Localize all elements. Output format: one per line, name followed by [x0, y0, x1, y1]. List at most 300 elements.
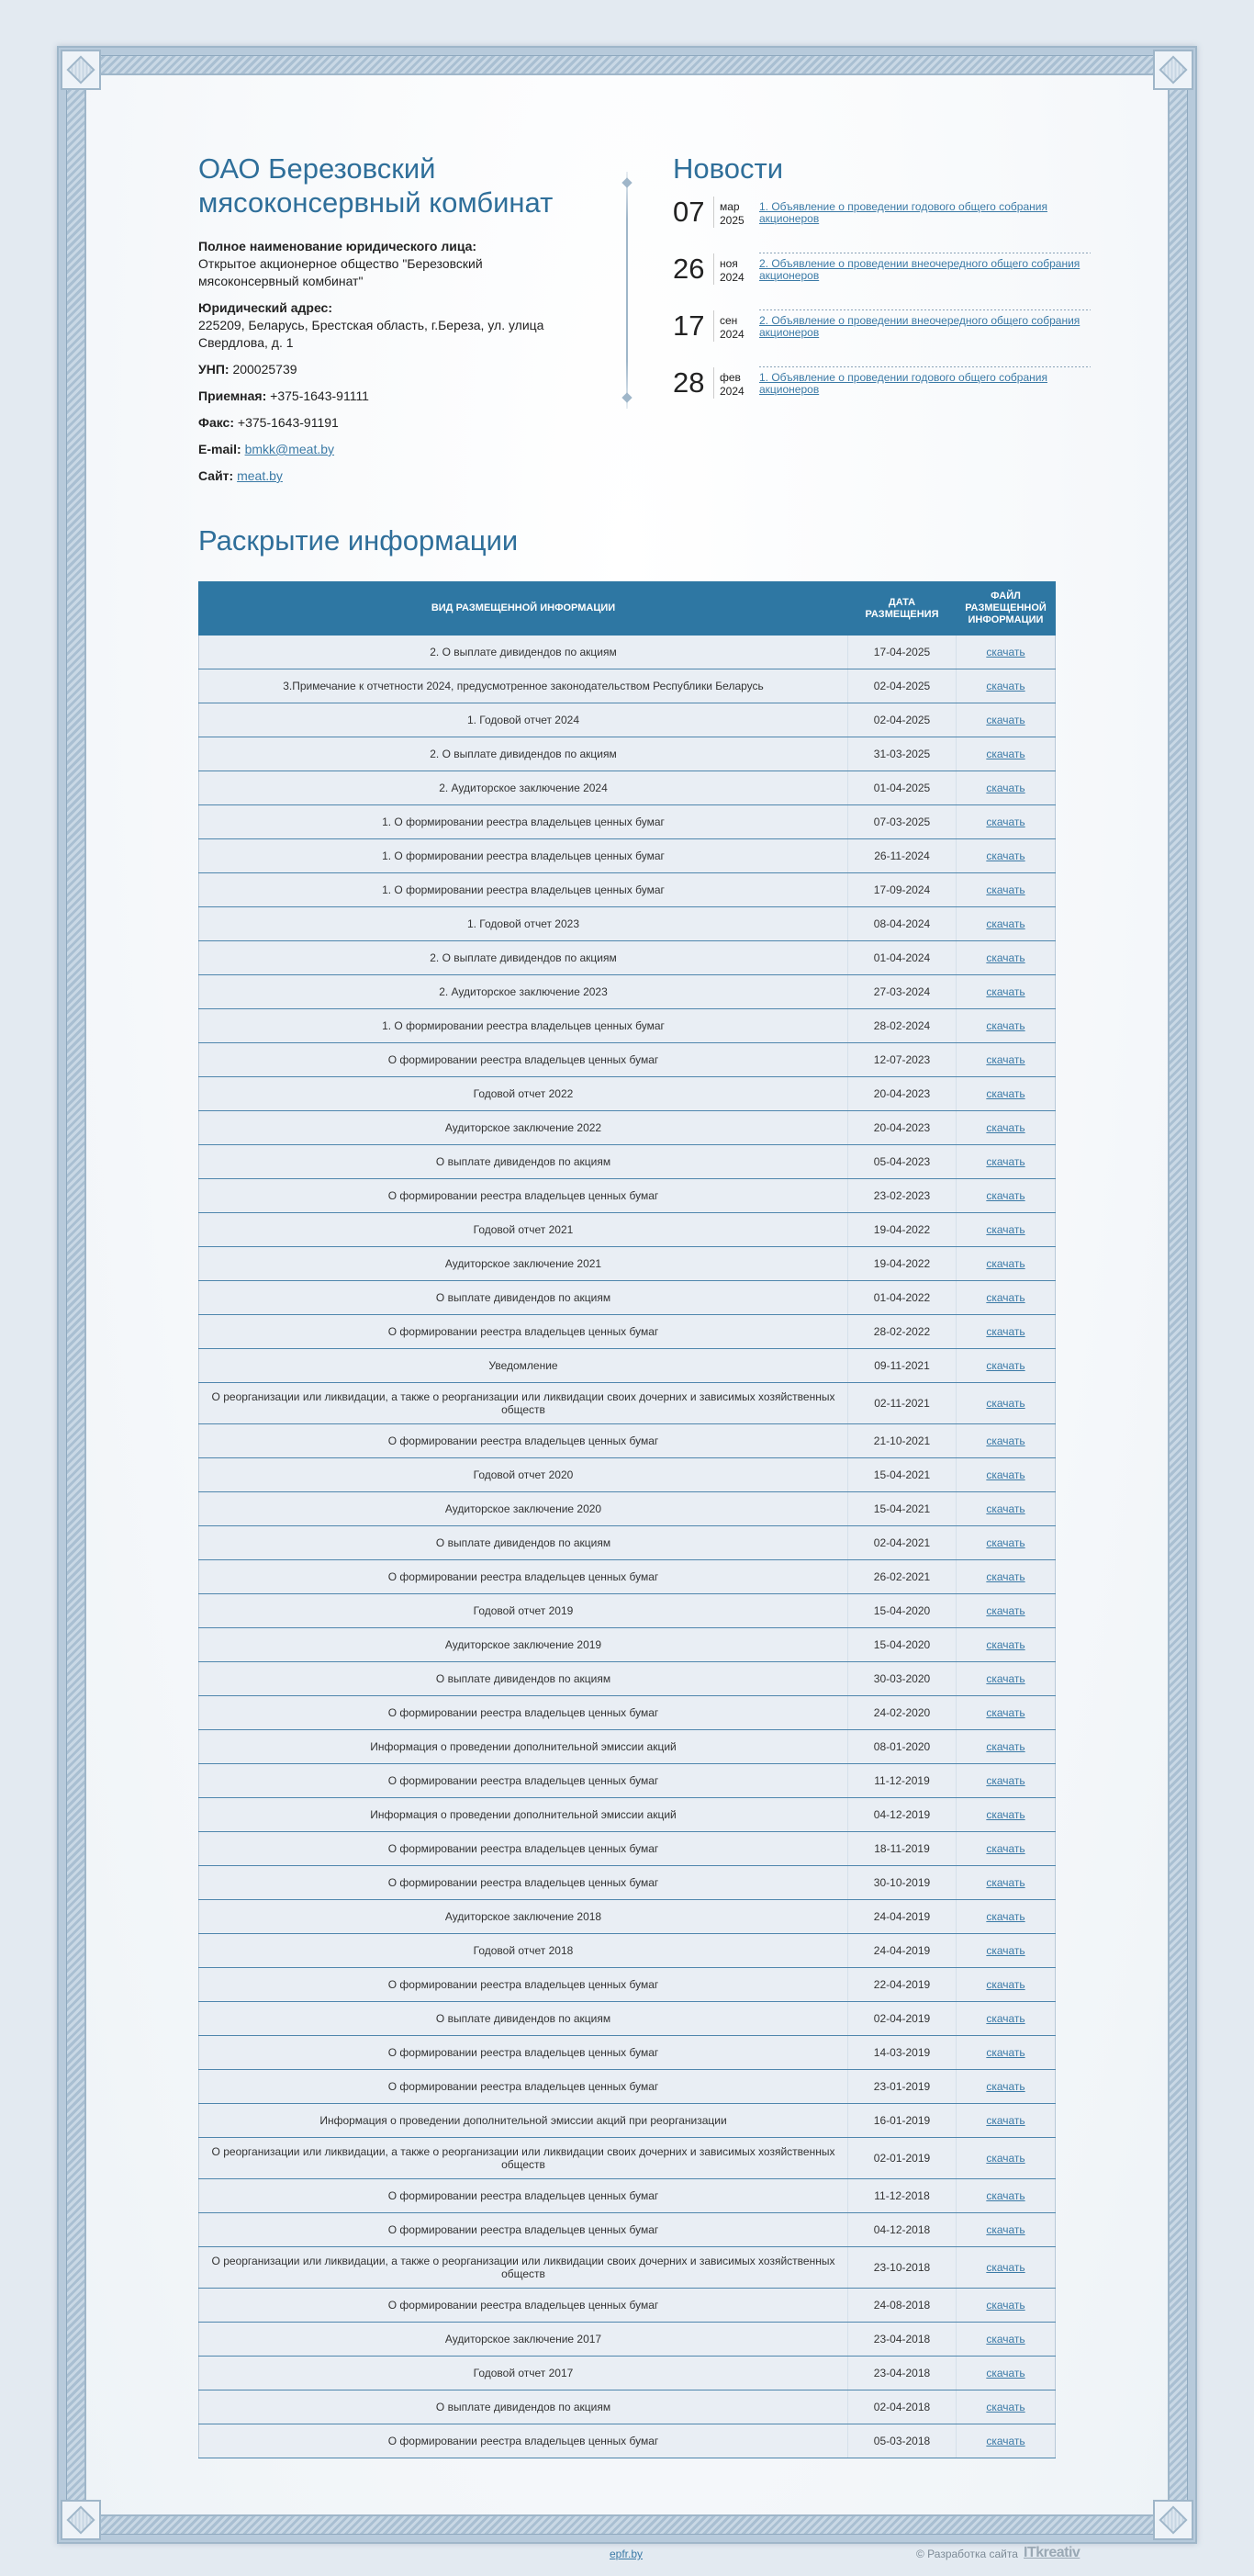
download-link[interactable]: скачать	[986, 1257, 1025, 1270]
file-cell	[957, 1213, 1056, 1247]
date-cell: 26-02-2021	[848, 1560, 957, 1594]
table-row	[199, 1247, 1056, 1281]
date-cell: 18-11-2019	[848, 1832, 957, 1866]
unp-value: 200025739	[232, 362, 297, 377]
download-link[interactable]: скачать	[986, 680, 1025, 692]
file-cell	[957, 771, 1056, 805]
file-cell	[957, 636, 1056, 669]
file-cell	[957, 907, 1056, 941]
download-link[interactable]: скачать	[986, 2152, 1025, 2165]
news-item	[673, 253, 1091, 310]
info-type-cell: О формировании реестра владельцев ценных бумаг	[199, 2179, 848, 2213]
info-type-cell: О формировании реестра владельцев ценных бумаг	[199, 1832, 848, 1866]
file-cell	[957, 1662, 1056, 1696]
download-link[interactable]: скачать	[986, 1910, 1025, 1923]
info-type-cell: 2. Аудиторское заключение 2024	[199, 771, 848, 805]
date-cell: 27-03-2024	[848, 975, 957, 1009]
download-link[interactable]: скачать	[986, 1944, 1025, 1957]
download-link[interactable]: скачать	[986, 782, 1025, 794]
table-row	[199, 2390, 1056, 2424]
file-cell	[957, 2289, 1056, 2323]
date-cell: 28-02-2022	[848, 1315, 957, 1349]
download-link[interactable]: скачать	[986, 2012, 1025, 2025]
date-cell: 17-09-2024	[848, 873, 957, 907]
info-type-cell: О формировании реестра владельцев ценных бумаг	[199, 1764, 848, 1798]
info-type-cell: О выплате дивидендов по акциям	[199, 1662, 848, 1696]
file-cell	[957, 975, 1056, 1009]
date-cell: 23-04-2018	[848, 2357, 957, 2390]
file-cell	[957, 1866, 1056, 1900]
table-row	[199, 805, 1056, 839]
corner-ornament-icon	[1153, 50, 1193, 90]
corner-ornament-icon	[1153, 2500, 1193, 2540]
info-type-cell: О формировании реестра владельцев ценных бумаг	[199, 1866, 848, 1900]
date-cell: 24-04-2019	[848, 1934, 957, 1968]
download-link[interactable]: скачать	[986, 2114, 1025, 2127]
date-cell: 05-03-2018	[848, 2424, 957, 2458]
download-link[interactable]: скачать	[986, 1223, 1025, 1236]
table-row	[199, 771, 1056, 805]
download-link[interactable]: скачать	[986, 883, 1025, 896]
info-type-cell: 1. О формировании реестра владельцев ценных бумаг	[199, 1009, 848, 1043]
fax-info	[198, 414, 565, 432]
date-cell: 01-04-2022	[848, 1281, 957, 1315]
file-cell	[957, 1968, 1056, 2002]
news-month-year	[713, 367, 759, 399]
file-cell	[957, 2002, 1056, 2036]
download-link[interactable]: скачать	[986, 985, 1025, 998]
table-row	[199, 1526, 1056, 1560]
date-cell: 20-04-2023	[848, 1111, 957, 1145]
news-day: 17	[673, 309, 705, 342]
download-link[interactable]: скачать	[986, 1053, 1025, 1066]
download-link[interactable]: скачать	[986, 1876, 1025, 1889]
news-day: 28	[673, 366, 705, 399]
table-row	[199, 2070, 1056, 2104]
developer-logo[interactable]: ITkreativ	[1024, 2545, 1080, 2560]
download-link[interactable]: скачать	[986, 1121, 1025, 1134]
download-link[interactable]: скачать	[986, 849, 1025, 862]
file-cell	[957, 1043, 1056, 1077]
table-row	[199, 2323, 1056, 2357]
table-row	[199, 1594, 1056, 1628]
file-cell	[957, 1009, 1056, 1043]
table-row	[199, 1628, 1056, 1662]
table-row	[199, 1968, 1056, 2002]
date-cell: 02-04-2018	[848, 2390, 957, 2424]
date-cell: 05-04-2023	[848, 1145, 957, 1179]
info-type-cell: О формировании реестра владельцев ценных бумаг	[199, 1696, 848, 1730]
download-link[interactable]: скачать	[986, 1672, 1025, 1685]
download-link[interactable]: скачать	[986, 1740, 1025, 1753]
info-type-cell: О формировании реестра владельцев ценных бумаг	[199, 2424, 848, 2458]
info-type-cell: Информация о проведении дополнительной эмиссии акций	[199, 1798, 848, 1832]
info-type-cell: О выплате дивидендов по акциям	[199, 1281, 848, 1315]
news-section	[673, 152, 1091, 424]
file-cell	[957, 1900, 1056, 1934]
file-cell	[957, 2424, 1056, 2458]
download-link[interactable]: скачать	[986, 1189, 1025, 1202]
site-label: Сайт:	[198, 468, 234, 483]
info-type-cell: О формировании реестра владельцев ценных бумаг	[199, 1968, 848, 2002]
file-cell	[957, 2357, 1056, 2390]
date-cell: 24-04-2019	[848, 1900, 957, 1934]
table-row	[199, 1281, 1056, 1315]
download-link[interactable]: скачать	[986, 816, 1025, 828]
table-row	[199, 2179, 1056, 2213]
date-cell: 14-03-2019	[848, 2036, 957, 2070]
info-type-cell: Аудиторское заключение 2019	[199, 1628, 848, 1662]
news-year: 2025	[720, 214, 745, 227]
download-link[interactable]: скачать	[986, 2333, 1025, 2345]
info-type-cell: Годовой отчет 2017	[199, 2357, 848, 2390]
file-cell	[957, 2179, 1056, 2213]
download-link[interactable]: скачать	[986, 1468, 1025, 1481]
disclosure-title: Раскрытие информации	[198, 524, 519, 557]
file-cell	[957, 2323, 1056, 2357]
download-link[interactable]: скачать	[986, 2401, 1025, 2413]
info-type-cell: О формировании реестра владельцев ценных бумаг	[199, 1043, 848, 1077]
download-link[interactable]: скачать	[986, 1359, 1025, 1372]
download-link[interactable]: скачать	[986, 2223, 1025, 2236]
date-cell: 17-04-2025	[848, 636, 957, 669]
table-row	[199, 1424, 1056, 1458]
table-row	[199, 1009, 1056, 1043]
info-type-cell: Годовой отчет 2021	[199, 1213, 848, 1247]
news-day: 07	[673, 196, 705, 228]
news-item	[673, 197, 1091, 253]
table-row	[199, 1077, 1056, 1111]
file-cell	[957, 1349, 1056, 1383]
file-cell	[957, 1458, 1056, 1492]
news-link[interactable]: 2. Объявление о проведении внеочередного общего собрания акционеров	[759, 314, 1080, 339]
column-header-type: ВИД РАЗМЕЩЕННОЙ ИНФОРМАЦИИ	[199, 582, 848, 636]
news-item	[673, 367, 1091, 424]
table-row	[199, 1730, 1056, 1764]
fax-label: Факс:	[198, 415, 235, 430]
news-month-year	[713, 310, 759, 342]
info-type-cell: О формировании реестра владельцев ценных бумаг	[199, 2213, 848, 2247]
table-row	[199, 1349, 1056, 1383]
download-link[interactable]: скачать	[986, 1434, 1025, 1447]
table-row	[199, 1832, 1056, 1866]
date-cell: 15-04-2020	[848, 1628, 957, 1662]
download-link[interactable]: скачать	[986, 1155, 1025, 1168]
address-value: 225209, Беларусь, Брестская область, г.Береза, ул. улица Свердлова, д. 1	[198, 318, 544, 350]
info-type-cell: Аудиторское заключение 2018	[199, 1900, 848, 1934]
info-type-cell: 2. Аудиторское заключение 2023	[199, 975, 848, 1009]
date-cell: 23-02-2023	[848, 1179, 957, 1213]
news-month: сен	[720, 314, 738, 327]
file-cell	[957, 2390, 1056, 2424]
date-cell: 20-04-2023	[848, 1077, 957, 1111]
download-link[interactable]: скачать	[986, 1397, 1025, 1410]
reception-label: Приемная:	[198, 388, 267, 403]
info-type-cell: О реорганизации или ликвидации, а также о реорганизации или ликвидации своих дочерних и зависимых хозяйственных обществ	[199, 2138, 848, 2179]
table-row	[199, 1458, 1056, 1492]
date-cell: 02-04-2021	[848, 1526, 957, 1560]
info-type-cell: Годовой отчет 2018	[199, 1934, 848, 1968]
file-cell	[957, 2213, 1056, 2247]
file-cell	[957, 805, 1056, 839]
download-link[interactable]: скачать	[986, 1774, 1025, 1787]
file-cell	[957, 669, 1056, 703]
date-cell: 04-12-2019	[848, 1798, 957, 1832]
file-cell	[957, 2247, 1056, 2289]
info-type-cell: 2. О выплате дивидендов по акциям	[199, 636, 848, 669]
table-row	[199, 1383, 1056, 1424]
info-type-cell: О выплате дивидендов по акциям	[199, 1526, 848, 1560]
footer	[0, 2546, 1254, 2568]
download-link[interactable]: скачать	[986, 1638, 1025, 1651]
table-row	[199, 1900, 1056, 1934]
info-type-cell: О формировании реестра владельцев ценных бумаг	[199, 1315, 848, 1349]
info-type-cell: Уведомление	[199, 1349, 848, 1383]
table-row	[199, 1179, 1056, 1213]
download-link[interactable]: скачать	[986, 2080, 1025, 2093]
date-cell: 22-04-2019	[848, 1968, 957, 2002]
table-row	[199, 669, 1056, 703]
download-link[interactable]: скачать	[986, 714, 1025, 726]
download-link[interactable]: скачать	[986, 646, 1025, 658]
file-cell	[957, 1492, 1056, 1526]
date-cell: 15-04-2021	[848, 1458, 957, 1492]
info-type-cell: О выплате дивидендов по акциям	[199, 2390, 848, 2424]
fax-value: +375-1643-91191	[237, 415, 339, 430]
info-type-cell: 3.Примечание к отчетности 2024, предусмотренное законодательством Республики Беларусь	[199, 669, 848, 703]
table-row	[199, 1866, 1056, 1900]
info-type-cell: Годовой отчет 2020	[199, 1458, 848, 1492]
date-cell: 23-10-2018	[848, 2247, 957, 2289]
file-cell	[957, 1315, 1056, 1349]
download-link[interactable]: скачать	[986, 1842, 1025, 1855]
date-cell: 16-01-2019	[848, 2104, 957, 2138]
info-type-cell: 1. Годовой отчет 2024	[199, 703, 848, 737]
table-row	[199, 737, 1056, 771]
info-type-cell: Аудиторское заключение 2020	[199, 1492, 848, 1526]
table-row	[199, 1696, 1056, 1730]
download-link[interactable]: скачать	[986, 1978, 1025, 1991]
table-row	[199, 1145, 1056, 1179]
info-type-cell: Годовой отчет 2019	[199, 1594, 848, 1628]
corner-ornament-icon	[61, 50, 101, 90]
news-link[interactable]: 1. Объявление о проведении годового общего собрания акционеров	[759, 371, 1047, 396]
date-cell: 23-04-2018	[848, 2323, 957, 2357]
date-cell: 30-10-2019	[848, 1866, 957, 1900]
file-cell	[957, 1424, 1056, 1458]
site-link[interactable]: meat.by	[237, 468, 283, 483]
table-row	[199, 2357, 1056, 2390]
table-row	[199, 703, 1056, 737]
table-row	[199, 2424, 1056, 2458]
table-row	[199, 1111, 1056, 1145]
address-label: Юридический адрес:	[198, 300, 332, 315]
column-header-file: ФАЙЛ РАЗМЕЩЕННОЙ ИНФОРМАЦИИ	[957, 582, 1056, 636]
info-type-cell: 1. О формировании реестра владельцев ценных бумаг	[199, 839, 848, 873]
unp-label: УНП:	[198, 362, 230, 377]
date-cell: 09-11-2021	[848, 1349, 957, 1383]
date-cell: 11-12-2019	[848, 1764, 957, 1798]
file-cell	[957, 2138, 1056, 2179]
corner-ornament-icon	[61, 2500, 101, 2540]
column-header-date: ДАТА РАЗМЕЩЕНИЯ	[848, 582, 957, 636]
table-row	[199, 907, 1056, 941]
table-row	[199, 1213, 1056, 1247]
table-row	[199, 1798, 1056, 1832]
email-link[interactable]: bmkk@meat.by	[244, 442, 335, 456]
info-type-cell: Аудиторское заключение 2022	[199, 1111, 848, 1145]
news-year: 2024	[720, 385, 745, 398]
news-month-year	[713, 197, 759, 228]
table-row	[199, 2247, 1056, 2289]
table-row	[199, 1662, 1056, 1696]
date-cell: 26-11-2024	[848, 839, 957, 873]
date-cell: 21-10-2021	[848, 1424, 957, 1458]
download-link[interactable]: скачать	[986, 1706, 1025, 1719]
file-cell	[957, 1730, 1056, 1764]
download-link[interactable]: скачать	[986, 1808, 1025, 1821]
date-cell: 30-03-2020	[848, 1662, 957, 1696]
info-type-cell: Аудиторское заключение 2017	[199, 2323, 848, 2357]
unp-info	[198, 361, 565, 378]
info-type-cell: 1. О формировании реестра владельцев ценных бумаг	[199, 805, 848, 839]
info-type-cell: О формировании реестра владельцев ценных бумаг	[199, 1179, 848, 1213]
date-cell: 02-11-2021	[848, 1383, 957, 1424]
download-link[interactable]: скачать	[986, 2435, 1025, 2447]
info-type-cell: О реорганизации или ликвидации, а также о реорганизации или ликвидации своих дочерних и зависимых хозяйственных обществ	[199, 2247, 848, 2289]
company-title: ОАО Березовский мясоконсервный комбинат	[198, 152, 554, 219]
date-cell: 04-12-2018	[848, 2213, 957, 2247]
file-cell	[957, 2104, 1056, 2138]
table-row	[199, 873, 1056, 907]
table-header-row	[199, 582, 1056, 636]
column-divider	[626, 172, 628, 409]
download-link[interactable]: скачать	[986, 1087, 1025, 1100]
date-cell: 24-08-2018	[848, 2289, 957, 2323]
info-type-cell: О выплате дивидендов по акциям	[199, 1145, 848, 1179]
date-cell: 15-04-2021	[848, 1492, 957, 1526]
download-link[interactable]: скачать	[986, 1502, 1025, 1515]
date-cell: 02-01-2019	[848, 2138, 957, 2179]
download-link[interactable]: скачать	[986, 1019, 1025, 1032]
news-month: фев	[720, 371, 741, 384]
table-row	[199, 1043, 1056, 1077]
file-cell	[957, 737, 1056, 771]
company-info	[198, 152, 565, 494]
download-link[interactable]: скачать	[986, 1536, 1025, 1549]
info-type-cell: О формировании реестра владельцев ценных бумаг	[199, 2070, 848, 2104]
full-name-value: Открытое акционерное общество "Березовский мясоконсервный комбинат"	[198, 256, 483, 288]
download-link[interactable]: скачать	[986, 1570, 1025, 1583]
info-type-cell: О формировании реестра владельцев ценных бумаг	[199, 1424, 848, 1458]
info-type-cell: О формировании реестра владельцев ценных бумаг	[199, 1560, 848, 1594]
table-row	[199, 1315, 1056, 1349]
top-section	[198, 152, 1080, 523]
file-cell	[957, 1383, 1056, 1424]
date-cell: 15-04-2020	[848, 1594, 957, 1628]
developer-credit: © Разработка сайта	[916, 2548, 1018, 2560]
download-link[interactable]: скачать	[986, 1604, 1025, 1617]
info-type-cell: 1. Годовой отчет 2023	[199, 907, 848, 941]
download-link[interactable]: скачать	[986, 2299, 1025, 2312]
table-row	[199, 941, 1056, 975]
date-cell: 28-02-2024	[848, 1009, 957, 1043]
file-cell	[957, 1798, 1056, 1832]
email-label: E-mail:	[198, 442, 241, 456]
table-row	[199, 1764, 1056, 1798]
date-cell: 23-01-2019	[848, 2070, 957, 2104]
date-cell: 02-04-2019	[848, 2002, 957, 2036]
news-year: 2024	[720, 271, 745, 284]
date-cell: 01-04-2025	[848, 771, 957, 805]
info-type-cell: О выплате дивидендов по акциям	[199, 2002, 848, 2036]
table-row	[199, 636, 1056, 669]
file-cell	[957, 1526, 1056, 1560]
download-link[interactable]: скачать	[986, 1325, 1025, 1338]
download-link[interactable]: скачать	[986, 917, 1025, 930]
download-link[interactable]: скачать	[986, 951, 1025, 964]
table-row	[199, 1934, 1056, 1968]
news-month: мар	[720, 200, 740, 213]
file-cell	[957, 1281, 1056, 1315]
email-info	[198, 441, 565, 458]
file-cell	[957, 873, 1056, 907]
info-type-cell: 2. О выплате дивидендов по акциям	[199, 737, 848, 771]
info-type-cell: 2. О выплате дивидендов по акциям	[199, 941, 848, 975]
news-day: 26	[673, 253, 705, 285]
table-row	[199, 2036, 1056, 2070]
table-row	[199, 1492, 1056, 1526]
table-row	[199, 2002, 1056, 2036]
date-cell: 07-03-2025	[848, 805, 957, 839]
full-name-label: Полное наименование юридического лица:	[198, 239, 477, 253]
main-content	[198, 152, 1080, 2458]
news-link[interactable]: 1. Объявление о проведении годового общего собрания акционеров	[759, 200, 1047, 225]
news-year: 2024	[720, 328, 745, 341]
news-link[interactable]: 2. Объявление о проведении внеочередного общего собрания акционеров	[759, 257, 1080, 282]
date-cell: 31-03-2025	[848, 737, 957, 771]
disclosure-table	[198, 581, 1056, 2458]
table-row	[199, 2104, 1056, 2138]
info-type-cell: 1. О формировании реестра владельцев ценных бумаг	[199, 873, 848, 907]
info-type-cell: О реорганизации или ликвидации, а также о реорганизации или ликвидации своих дочерних и зависимых хозяйственных обществ	[199, 1383, 848, 1424]
file-cell	[957, 1934, 1056, 1968]
file-cell	[957, 703, 1056, 737]
news-month: ноя	[720, 257, 738, 270]
date-cell: 19-04-2022	[848, 1213, 957, 1247]
address-info	[198, 299, 565, 352]
download-link[interactable]: скачать	[986, 748, 1025, 760]
file-cell	[957, 1111, 1056, 1145]
date-cell: 08-01-2020	[848, 1730, 957, 1764]
full-name-info	[198, 238, 565, 290]
info-type-cell: О формировании реестра владельцев ценных бумаг	[199, 2036, 848, 2070]
file-cell	[957, 2070, 1056, 2104]
site-info	[198, 467, 565, 485]
info-type-cell: Годовой отчет 2022	[199, 1077, 848, 1111]
footer-link[interactable]: epfr.by	[610, 2548, 644, 2560]
table-row	[199, 839, 1056, 873]
news-list	[673, 197, 1091, 424]
table-row	[199, 1560, 1056, 1594]
download-link[interactable]: скачать	[986, 2367, 1025, 2379]
file-cell	[957, 1832, 1056, 1866]
table-row	[199, 2213, 1056, 2247]
download-link[interactable]: скачать	[986, 1291, 1025, 1304]
download-link[interactable]: скачать	[986, 2046, 1025, 2059]
download-link[interactable]: скачать	[986, 2261, 1025, 2274]
download-link[interactable]: скачать	[986, 2189, 1025, 2202]
